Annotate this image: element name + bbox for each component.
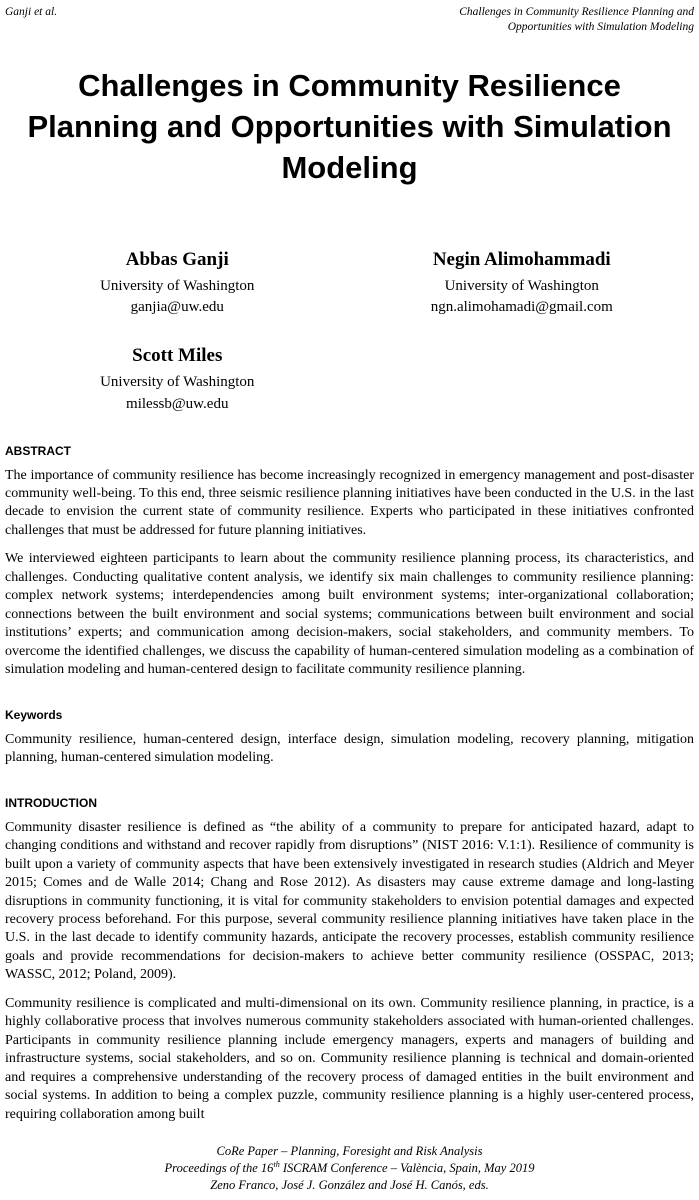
running-header-authors: Ganji et al. <box>5 6 58 18</box>
running-header-title-line2: Opportunities with Simulation Modeling <box>507 20 694 33</box>
abstract-heading: ABSTRACT <box>5 443 71 458</box>
author-3-email: milessb@uw.edu <box>126 395 229 412</box>
abstract-paragraph-2: We interviewed eighteen participants to learn about the community resilience planning process, its characteristics, and challenges. Conducting qualitative content analysis, we identify six main challenges to community resilience planning: complex network systems; interdependencies among built environment systems; inter-organizational collaboration; connections between the built environment and social systems; communications between built environment and social institutions’ experts; and communication among decision-makers, social stakeholders, and community members. To overcome the identified challenges, we discuss the capability of human-centered simulation modeling as a combination of simulation modeling and human-centered design to facilitate community resilience planning. <box>5 551 694 678</box>
running-header-title-line1: Challenges in Community Resilience Planning and <box>459 6 694 18</box>
author-slot-empty <box>350 345 695 416</box>
author-2-name: Negin Alimohammadi <box>432 248 611 270</box>
page-footer <box>0 1143 699 1193</box>
footer-line-3: Zeno Franco, José J. González and José H. Canós, eds. <box>210 1177 489 1192</box>
author-1 <box>5 249 350 320</box>
running-header <box>5 5 694 35</box>
author-3 <box>5 345 350 416</box>
author-2 <box>350 249 695 320</box>
introduction-paragraph-2: Community resilience is complicated and multi-dimensional on its own. Community resilience planning, in practice, is a highly collaborative process that involves numerous community stakeholders associated with human-oriented challenges. Participants in community resilience planning include emergency managers, experts and managers of building and infrastructure systems, social stakeholders, and so on. Community resilience planning is technical and domain-oriented and requires a comprehensive understanding of the recovery process of damaged entities in the built environment and social systems. In addition to being a complex puzzle, community resilience planning is a highly user-centered process, requiring collaboration among built <box>5 995 694 1122</box>
author-2-affiliation: University of Washington <box>444 277 599 294</box>
author-block <box>5 249 694 416</box>
footer-line-2-ordinal: th <box>273 1159 280 1169</box>
footer-line-1: CoRe Paper – Planning, Foresight and Risk Analysis <box>216 1144 483 1159</box>
footer-line-2-suffix: ISCRAM Conference – València, Spain, May 2019 <box>279 1161 535 1175</box>
author-1-email: ganjia@uw.edu <box>130 299 224 316</box>
introduction-heading: INTRODUCTION <box>5 795 97 810</box>
keywords-text: Community resilience, human-centered design, interface design, simulation modeling, recovery planning, mitigation planning, human-centered simulation modeling. <box>5 731 694 766</box>
author-1-affiliation: University of Washington <box>100 277 255 294</box>
footer-line-2 <box>0 1160 699 1177</box>
introduction-paragraph-1: Community disaster resilience is defined as “the ability of a community to prepare for anticipated hazard, adapt to changing conditions and withstand and recover rapidly from disruptions” (NIST 2016: V.1:1). Resilience of community is built upon a variety of community aspects that have been extensively investigated in research studies (Aldrich and Meyer 2015; Comes and de Walle 2014; Chang and Rose 2012). As disasters may cause extreme damage and long-lasting disruptions in community functioning, it is vital for community stakeholders to envision potential damages and expected recovery process beforehand. For this purpose, several community resilience planning initiatives have taken place in the U.S. in the last decade to identify community hazards, anticipate the recovery processes, establish community resilience goals and provide recommendations for decision-makers to achieve better community resilience (OSSPAC, 2013; WASSC, 2012; Poland, 2009). <box>5 819 694 983</box>
abstract-paragraph-1: The importance of community resilience has become increasingly recognized in emergency management and post-disaster community well-being. To this end, three seismic resilience planning initiatives have been conducted in the U.S. in the last decade to envision the current state of community resilience. Experts who participated in these initiatives confronted challenges that must be addressed for future planning initiatives. <box>5 467 694 538</box>
author-3-name: Scott Miles <box>132 345 223 367</box>
keywords-heading: Keywords <box>5 707 63 722</box>
author-3-affiliation: University of Washington <box>100 374 255 391</box>
paper-title: Challenges in Community Resilience Planning and Opportunities with Simulation Modeling <box>27 67 672 186</box>
author-1-name: Abbas Ganji <box>125 248 229 270</box>
author-2-email: ngn.alimohamadi@gmail.com <box>430 299 613 316</box>
footer-line-2-prefix: Proceedings of the 16 <box>164 1161 274 1175</box>
running-header-title <box>459 5 694 35</box>
